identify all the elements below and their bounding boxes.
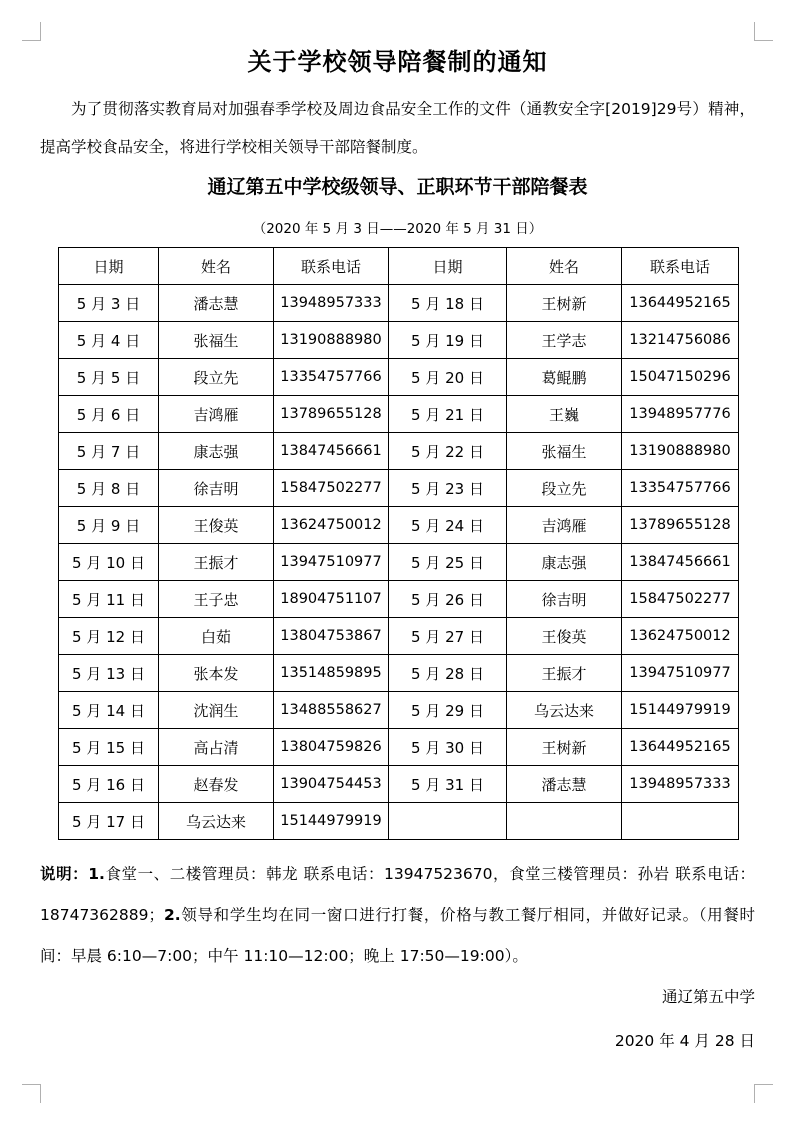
- date-cell: 5 月 23 日: [389, 470, 507, 507]
- name-cell: 潘志慧: [507, 766, 622, 803]
- meal-roster-table: [58, 247, 739, 840]
- date-cell: 5 月 14 日: [59, 692, 159, 729]
- header-phone: 联系电话: [622, 248, 739, 285]
- name-cell: 沈润生: [159, 692, 274, 729]
- date-cell: 5 月 8 日: [59, 470, 159, 507]
- crop-mark-bottom-right: [754, 1084, 773, 1103]
- phone-cell: 13644952165: [622, 285, 739, 322]
- crop-mark-top-right: [754, 22, 773, 41]
- table-row: [59, 618, 739, 655]
- date-cell: 5 月 6 日: [59, 396, 159, 433]
- table-row: [59, 359, 739, 396]
- phone-cell: 13947510977: [274, 544, 389, 581]
- name-cell: 王学志: [507, 322, 622, 359]
- name-cell: 徐吉明: [507, 581, 622, 618]
- phone-cell: 13948957333: [622, 766, 739, 803]
- name-cell: 段立先: [507, 470, 622, 507]
- date-cell: 5 月 21 日: [389, 396, 507, 433]
- date-cell: 5 月 16 日: [59, 766, 159, 803]
- phone-cell: 13948957333: [274, 285, 389, 322]
- date-cell: 5 月 17 日: [59, 803, 159, 840]
- crop-mark-bottom-left: [22, 1084, 41, 1103]
- date-cell: 5 月 18 日: [389, 285, 507, 322]
- note-point1-number: 1.: [88, 865, 105, 883]
- table-row: [59, 766, 739, 803]
- name-cell: 王俊英: [159, 507, 274, 544]
- name-cell: 康志强: [507, 544, 622, 581]
- name-cell: 王子忠: [159, 581, 274, 618]
- note-point2-number: 2.: [163, 906, 181, 924]
- date-cell: 5 月 26 日: [389, 581, 507, 618]
- signature-org: 通辽第五中学: [661, 988, 755, 1006]
- header-name: 姓名: [159, 248, 274, 285]
- phone-cell: 13190888980: [622, 433, 739, 470]
- name-cell: 张福生: [159, 322, 274, 359]
- date-cell: 5 月 28 日: [389, 655, 507, 692]
- date-cell: 5 月 5 日: [59, 359, 159, 396]
- date-cell: 5 月 29 日: [389, 692, 507, 729]
- phone-cell: 13644952165: [622, 729, 739, 766]
- name-cell: 徐吉明: [159, 470, 274, 507]
- date-cell: 5 月 19 日: [389, 322, 507, 359]
- name-cell: 王振才: [507, 655, 622, 692]
- phone-cell: 13354757766: [274, 359, 389, 396]
- note-point2: 领导和学生均在同一窗口进行打餐，价格与教工餐厅相同，并做好记录。（用餐时间：早晨 6:10—7:00；中午 11:10—12:00；晚上 17:50—19:00）。: [40, 906, 755, 965]
- name-cell: 张本发: [159, 655, 274, 692]
- phone-cell: 13947510977: [622, 655, 739, 692]
- date-cell: 5 月 25 日: [389, 544, 507, 581]
- table-row: [59, 470, 739, 507]
- date-cell: 5 月 10 日: [59, 544, 159, 581]
- table-row: [59, 285, 739, 322]
- name-cell: 王树新: [507, 729, 622, 766]
- phone-cell: 15047150296: [622, 359, 739, 396]
- date-cell: 5 月 27 日: [389, 618, 507, 655]
- date-cell: 5 月 7 日: [59, 433, 159, 470]
- name-cell: 乌云达来: [507, 692, 622, 729]
- phone-cell: 13624750012: [274, 507, 389, 544]
- table-row: [59, 655, 739, 692]
- date-cell: 5 月 30 日: [389, 729, 507, 766]
- table-row: [59, 692, 739, 729]
- name-cell: 吉鸿雁: [159, 396, 274, 433]
- name-cell: 吉鸿雁: [507, 507, 622, 544]
- name-cell: 张福生: [507, 433, 622, 470]
- phone-cell: 13804759826: [274, 729, 389, 766]
- phone-cell: [622, 803, 739, 840]
- name-cell: 赵春发: [159, 766, 274, 803]
- name-cell: 高占清: [159, 729, 274, 766]
- table-row: [59, 581, 739, 618]
- document-title: 关于学校领导陪餐制的通知: [247, 48, 548, 76]
- header-phone: 联系电话: [274, 248, 389, 285]
- name-cell: 潘志慧: [159, 285, 274, 322]
- name-cell: 王巍: [507, 396, 622, 433]
- name-cell: 王振才: [159, 544, 274, 581]
- date-cell: 5 月 12 日: [59, 618, 159, 655]
- date-cell: 5 月 31 日: [389, 766, 507, 803]
- phone-cell: 15847502277: [274, 470, 389, 507]
- name-cell: 王俊英: [507, 618, 622, 655]
- phone-cell: 15144979919: [274, 803, 389, 840]
- date-cell: [389, 803, 507, 840]
- note-point1: 食堂一、二楼管理员：韩龙 联系电话：13947523670，食堂三楼管理员：孙岩 联系电话：18747362889；: [40, 865, 755, 924]
- name-cell: 王树新: [507, 285, 622, 322]
- date-cell: 5 月 15 日: [59, 729, 159, 766]
- name-cell: 白茹: [159, 618, 274, 655]
- date-cell: 5 月 24 日: [389, 507, 507, 544]
- phone-cell: 15144979919: [622, 692, 739, 729]
- name-cell: 葛鲲鹏: [507, 359, 622, 396]
- header-date: 日期: [59, 248, 159, 285]
- date-cell: 5 月 20 日: [389, 359, 507, 396]
- phone-cell: 13948957776: [622, 396, 739, 433]
- table-row: [59, 507, 739, 544]
- phone-cell: 18904751107: [274, 581, 389, 618]
- phone-cell: 13789655128: [622, 507, 739, 544]
- date-cell: 5 月 4 日: [59, 322, 159, 359]
- phone-cell: 13190888980: [274, 322, 389, 359]
- intro-paragraph: 为了贯彻落实教育局对加强春季学校及周边食品安全工作的文件（通教安全字[2019]29号）精神，提高学校食品安全，将进行学校相关领导干部陪餐制度。: [40, 100, 755, 156]
- name-cell: 乌云达来: [159, 803, 274, 840]
- phone-cell: 13488558627: [274, 692, 389, 729]
- name-cell: 康志强: [159, 433, 274, 470]
- header-name: 姓名: [507, 248, 622, 285]
- date-cell: 5 月 11 日: [59, 581, 159, 618]
- phone-cell: 13624750012: [622, 618, 739, 655]
- date-range: （2020 年 5 月 3 日——2020 年 5 月 31 日）: [252, 221, 543, 237]
- date-cell: 5 月 3 日: [59, 285, 159, 322]
- date-cell: 5 月 9 日: [59, 507, 159, 544]
- table-row: [59, 729, 739, 766]
- table-header-row: [59, 248, 739, 285]
- phone-cell: 13214756086: [622, 322, 739, 359]
- phone-cell: 13804753867: [274, 618, 389, 655]
- table-row: [59, 544, 739, 581]
- phone-cell: 13514859895: [274, 655, 389, 692]
- phone-cell: 13847456661: [622, 544, 739, 581]
- date-cell: 5 月 22 日: [389, 433, 507, 470]
- table-row: [59, 396, 739, 433]
- phone-cell: 13354757766: [622, 470, 739, 507]
- table-row: [59, 803, 739, 840]
- name-cell: [507, 803, 622, 840]
- table-title: 通辽第五中学校级领导、正职环节干部陪餐表: [207, 176, 588, 198]
- table-row: [59, 322, 739, 359]
- note-label: 说明：: [40, 865, 89, 883]
- phone-cell: 13847456661: [274, 433, 389, 470]
- date-cell: 5 月 13 日: [59, 655, 159, 692]
- note-paragraph: [40, 854, 755, 977]
- name-cell: 段立先: [159, 359, 274, 396]
- phone-cell: 15847502277: [622, 581, 739, 618]
- header-date: 日期: [389, 248, 507, 285]
- phone-cell: 13904754453: [274, 766, 389, 803]
- signature-date: 2020 年 4 月 28 日: [614, 1032, 755, 1050]
- table-row: [59, 433, 739, 470]
- crop-mark-top-left: [22, 22, 41, 41]
- phone-cell: 13789655128: [274, 396, 389, 433]
